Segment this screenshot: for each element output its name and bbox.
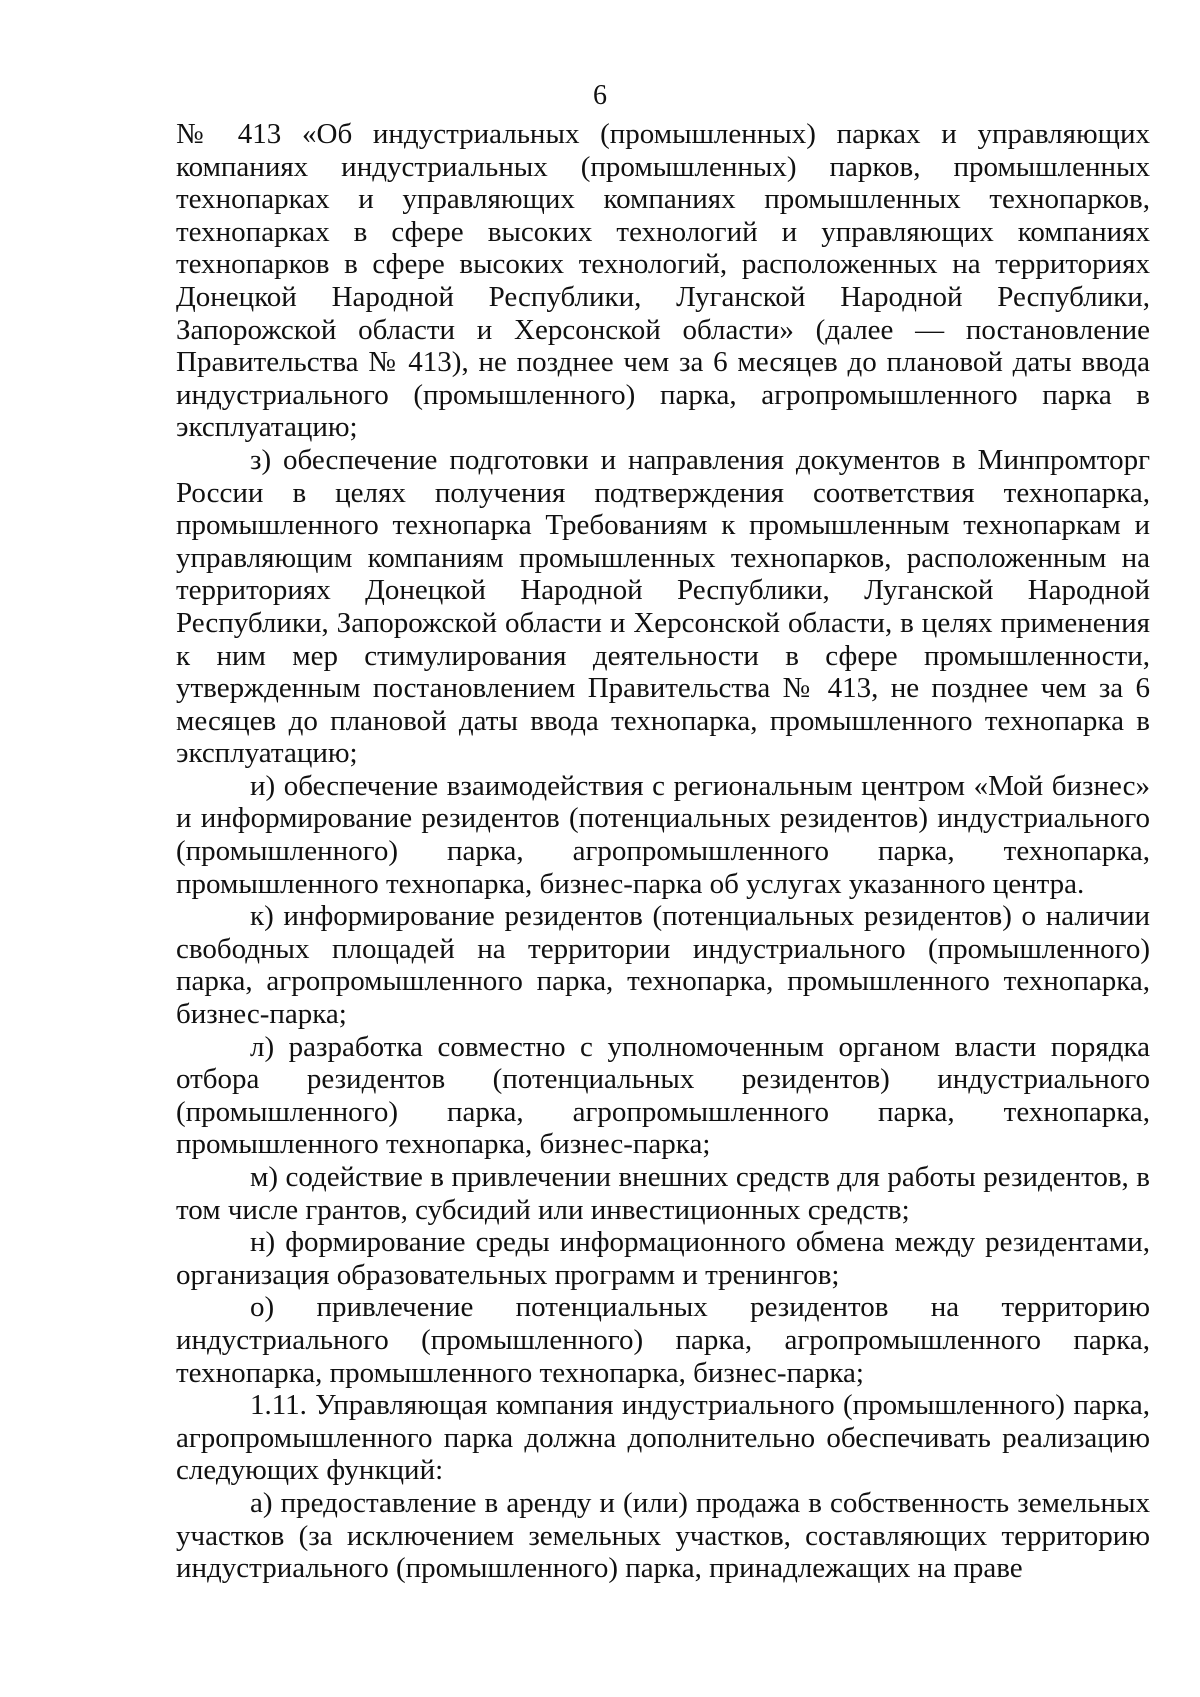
document-body — [176, 118, 1150, 1585]
paragraph-item-a: а) предоставление в аренду и (или) продажа в собственность земельных участков (за исключением земельных участков, составляющих территорию индустриального (промышленного) парка, принадлежащих на праве — [176, 1486, 1150, 1585]
paragraph-item-z: з) обеспечение подготовки и направления документов в Минпромторг России в целях получения подтверждения соответствия технопарка, промышленного технопарка Требованиям к промышленным технопаркам и управляющим компаниям промышленных технопарков, расположенным на территориях Донецкой Народной Республики, Луганской Народной Республики, Запорожской области и Херсонской области, в целях применения к ним мер стимулирования деятельности в сфере промышленности, утвержденным постановлением Правительства № 413, не позднее чем за 6 месяцев до плановой даты ввода технопарка, промышленного технопарка в эксплуатацию; — [176, 443, 1150, 770]
paragraph-section-1-11: 1.11. Управляющая компания индустриального (промышленного) парка, агропромышленного парка должна дополнительно обеспечивать реализацию следующих функций: — [176, 1389, 1150, 1487]
page-number: 6 — [593, 80, 607, 111]
paragraph-item-l: л) разработка совместно с уполномоченным органом власти порядка отбора резидентов (потенциальных резидентов) индустриального (промышленного) парка, агропромышленного парка, технопарка, промышленного технопарка, бизнес-парка; — [176, 1030, 1150, 1161]
paragraph-item-n: н) формирование среды информационного обмена между резидентами, организация образовательных программ и тренингов; — [176, 1226, 1150, 1291]
paragraph-item-i: и) обеспечение взаимодействия с региональным центром «Мой бизнес» и информирование резидентов (потенциальных резидентов) индустриального (промышленного) парка, агропромышленного парка, технопарка, промышленного технопарка, бизнес-парка об услугах указанного центра. — [176, 769, 1150, 900]
paragraph-item-k: к) информирование резидентов (потенциальных резидентов) о наличии свободных площадей на территории индустриального (промышленного) парка, агропромышленного парка, технопарка, промышленного технопарка, бизнес-парка; — [176, 900, 1150, 1031]
paragraph-continuation: № 413 «Об индустриальных (промышленных) парках и управляющих компаниях индустриальных (промышленных) парков, промышленных технопарках и управляющих компаниях промышленных технопарков, технопарках в сфере высоких технологий и управляющих компаниях технопарков в сфере высоких технологий, расположенных на территориях Донецкой Народной Республики, Луганской Народной Республики, Запорожской области и Херсонской области» (далее — постановление Правительства № 413), не позднее чем за 6 месяцев до плановой даты ввода индустриального (промышленного) парка, агропромышленного парка в эксплуатацию; — [176, 118, 1150, 444]
paragraph-item-o: о) привлечение потенциальных резидентов на территорию индустриального (промышленного) парка, агропромышленного парка, технопарка, промышленного технопарка, бизнес-парка; — [176, 1291, 1150, 1389]
paragraph-item-m: м) содействие в привлечении внешних средств для работы резидентов, в том числе грантов, субсидий или инвестиционных средств; — [176, 1161, 1150, 1226]
